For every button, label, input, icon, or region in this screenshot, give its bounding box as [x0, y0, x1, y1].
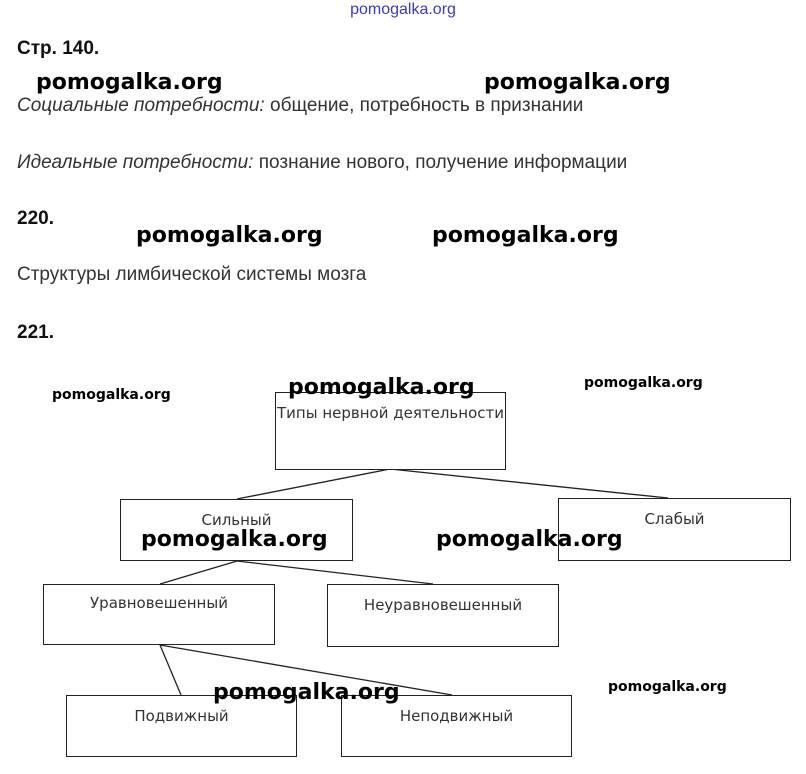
node-unbalanced: Неуравновешенный — [327, 584, 559, 647]
node-inert: Неподвижный — [341, 695, 572, 757]
node-weak: Слабый — [558, 498, 791, 561]
node-root: Типы нервной деятельности — [275, 392, 506, 470]
node-strong: Сильный — [120, 499, 353, 561]
task-221-number: 221. — [17, 322, 54, 343]
ideal-needs-term: Идеальные потребности: — [17, 152, 254, 173]
task-220-number: 220. — [17, 208, 54, 229]
task-220-answer: Структуры лимбической системы мозга — [17, 264, 367, 285]
watermark: pomogalka.org — [52, 387, 171, 403]
connector-strong-balanced — [160, 561, 237, 584]
watermark: pomogalka.org — [584, 375, 703, 391]
social-needs-term: Социальные потребности: — [17, 95, 265, 116]
watermark: pomogalka.org — [213, 680, 400, 705]
site-header[interactable]: pomogalka.org — [350, 1, 456, 18]
connector-root-weak — [390, 469, 668, 498]
watermark: pomogalka.org — [141, 527, 328, 552]
page-label: Стр. 140. — [17, 38, 100, 59]
watermark: pomogalka.org — [136, 223, 323, 248]
node-mobile: Подвижный — [66, 695, 297, 757]
watermark: pomogalka.org — [288, 375, 475, 400]
watermark: pomogalka.org — [436, 527, 623, 552]
node-balanced: Уравновешенный — [43, 584, 275, 645]
watermark: pomogalka.org — [36, 70, 223, 95]
connector-balanced-mobile — [160, 645, 181, 695]
watermark: pomogalka.org — [432, 223, 619, 248]
connector-strong-unbalanced — [237, 561, 433, 584]
social-needs-text: общение, потребность в признании — [264, 95, 584, 116]
watermark: pomogalka.org — [608, 679, 727, 695]
connector-root-strong — [237, 469, 390, 499]
watermark: pomogalka.org — [484, 70, 671, 95]
ideal-needs-text: познание нового, получение информации — [253, 152, 628, 173]
